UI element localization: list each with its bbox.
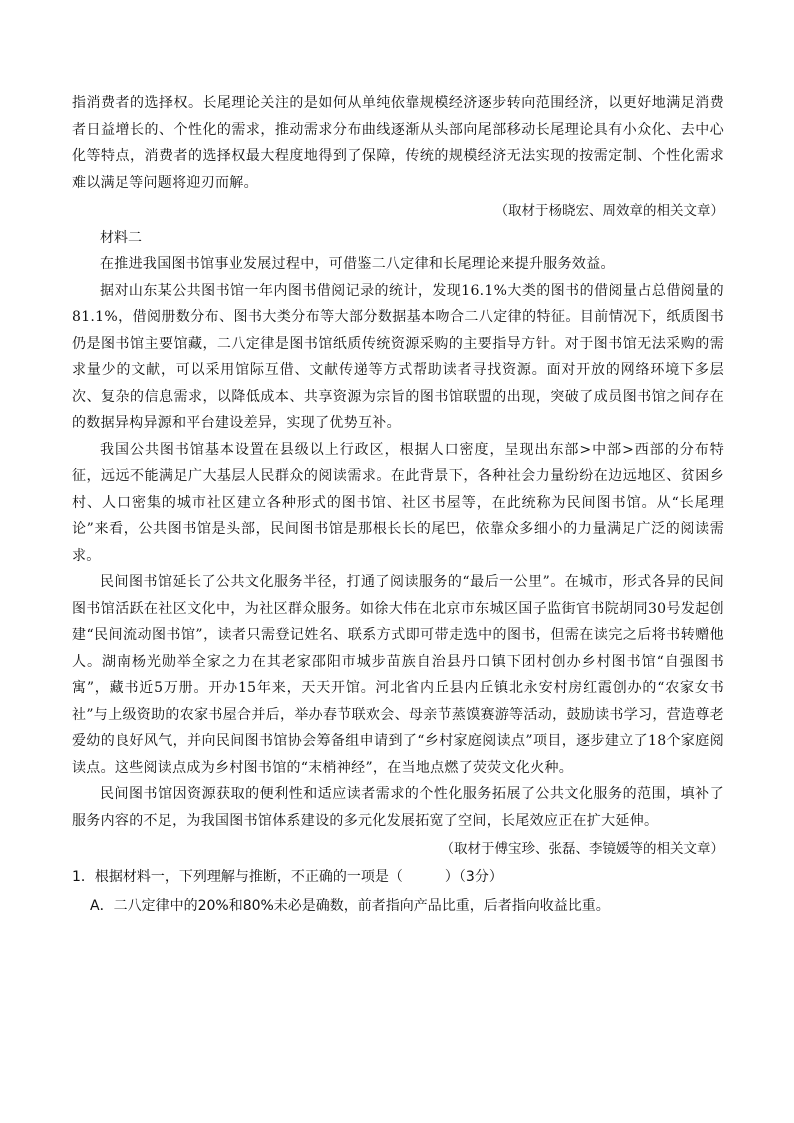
source-citation-1: （取材于杨晓宏、周效章的相关文章）	[494, 203, 724, 219]
paragraph-conclusion: 民间图书馆因资源获取的便利性和适应读者需求的个性化服务拓展了公共文化服务的范围，填补了服务内容的不足，为我国图书馆体系建设的多元化发展拓宽了空间，长尾效应正在扩大延伸。	[72, 786, 724, 829]
material-2-heading: 材料二	[100, 229, 142, 246]
paragraph-intro: 在推进我国图书馆事业发展过程中，可借鉴二八定律和长尾理论来提升服务效益。	[100, 256, 615, 272]
question-1: 1．根据材料一，下列理解与推断，不正确的一项是（ ）（3分）	[72, 868, 503, 885]
source-citation-2: （取材于傅宝珍、张磊、李镜媛等的相关文章）	[440, 841, 724, 857]
paragraph-material-1-end: 指消费者的选择权。长尾理论关注的是如何从单纯依靠规模经济逐步转向范围经济，以更好地满足消费者日益增长的、个性化的需求，推动需求分布曲线逐渐从头部向尾部移动长尾理论具有小众化、去中心化等特点，消费者的选择权最大程度地得到了保障，传统的规模经济无法实现的按需定制、个性化需求难以满足等问题将迎刃而解。	[72, 95, 724, 191]
paragraph-statistics: 据对山东某公共图书馆一年内图书借阅记录的统计，发现16.1%大类的图书的借阅量占总借阅量的81.1%，借阅册数分布、图书大类分布等大部分数据基本吻合二八定律的特征。目前情况下，纸质图书仍是图书馆主要馆藏，二八定律是图书馆纸质传统资源采购的主要指导方针。对于图书馆无法采购的需求量少的文献，可以采用馆际互借、文献传递等方式帮助读者寻找资源。面对开放的网络环境下多层次、复杂的信息需求，以降低成本、共享资源为宗旨的图书馆联盟的出现，突破了成员图书馆之间存在的数据异构异源和平台建设差异，实现了优势互补。	[72, 282, 724, 431]
paragraph-private-library: 民间图书馆延长了公共文化服务半径，打通了阅读服务的“最后一公里”。在城市，形式各异的民间图书馆活跃在社区文化中，为社区群众服务。如徐大伟在北京市东城区国子监街官书院胡同30号发起创建“民间流动图书馆”，读者只需登记姓名、联系方式即可带走选中的图书，但需在读完之后将书转赠他人。湖南杨光勋举全家之力在其老家邵阳市城步苗族自治县丹口镇下团村创办乡村图书馆“自强图书寓”，藏书近5万册。开办15年来，天天开馆。河北省内丘县内丘镇北永安村房红霞创办的“农家女书社”与上级资助的农家书屋合并后，举办春节联欢会、母亲节蒸馍赛游等活动，鼓励读书学习，营造尊老爱幼的良好风气，并向民间图书馆协会筹备组申请到了“乡村家庭阅读点”项目，逐步建立了18个家庭阅读点。这些阅读点成为乡村图书馆的“末梢神经”，在当地点燃了荧荧文化火种。	[72, 574, 724, 776]
question-1-option-a: A．二八定律中的20%和80%未必是确数，前者指向产品比重，后者指向收益比重。	[90, 897, 610, 914]
paragraph-public-library: 我国公共图书馆基本设置在县级以上行政区，根据人口密度，呈现出东部>中部>西部的分布特征，远远不能满足广大基层人民群众的阅读需求。在此背景下，各种社会力量纷纷在边远地区、贫困乡村、人口密集的城市社区建立各种形式的图书馆、社区书屋等，在此统称为民间图书馆。从“长尾理论”来看，公共图书馆是头部，民间图书馆是那根长长的尾巴，依靠众多细小的力量满足广泛的阅读需求。	[72, 441, 724, 564]
document-page	[72, 90, 724, 921]
